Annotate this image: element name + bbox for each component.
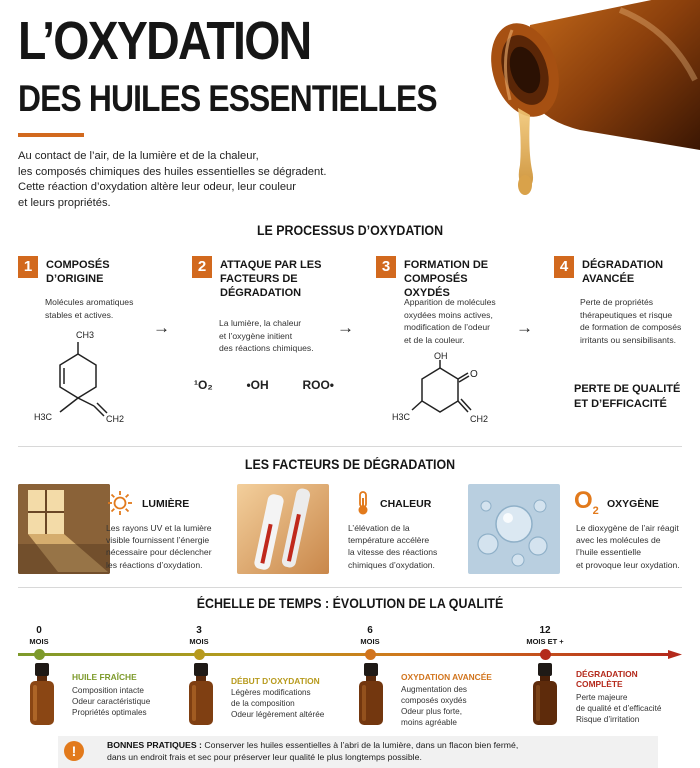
best-practices-label: BONNES PRATIQUES : xyxy=(107,740,202,750)
molecule-label: CH3 xyxy=(76,330,95,340)
thermometer-image xyxy=(237,484,329,574)
desc-line: oxydées moins actives, xyxy=(404,309,493,320)
window-light-image xyxy=(18,484,110,574)
desc-line: irritants ou sensibilisants. xyxy=(580,334,677,345)
intro-line: et leurs propriétés. xyxy=(18,196,111,209)
stage-desc-advanced xyxy=(401,684,467,728)
desc-line: l’huile essentielle xyxy=(576,547,641,558)
desc-line: thérapeutiques et risque xyxy=(580,309,673,320)
desc-line: de qualité et d’efficacité xyxy=(576,704,662,713)
month-value: 6 xyxy=(367,625,373,636)
quality-loss-line: PERTE DE QUALITÉ xyxy=(574,383,681,395)
stage-title-early: DÉBUT D’OXYDATION xyxy=(231,676,320,686)
bottle-icon xyxy=(357,663,385,725)
o2-letter: O xyxy=(574,487,593,514)
best-practices-line: Conserver les huiles essentielles à l’abri de la lumière, dans un flacon bien fermé, xyxy=(201,740,519,750)
step-description xyxy=(404,296,496,346)
intro-line: Au contact de l’air, de la lumière et de la chaleur, xyxy=(18,150,259,162)
step-title: COMPOSÉS D’ORIGINE xyxy=(46,259,110,285)
title-underline xyxy=(18,133,84,137)
stage-desc-early xyxy=(231,687,324,720)
desc-line: et de la couleur. xyxy=(404,334,465,345)
desc-line: Odeur plus forte, xyxy=(401,707,462,716)
desc-line: L’élévation de la xyxy=(348,523,410,533)
intro-text xyxy=(18,149,438,211)
page-subtitle: DES HUILES ESSENTIELLES xyxy=(18,78,437,119)
bottle-icon xyxy=(187,663,215,725)
desc-line: Apparition de molécules xyxy=(404,297,496,307)
step-title: FORMATION DE COMPOSÉS OXYDÉS xyxy=(404,259,489,299)
quality-loss-line: ET D’EFFICACITÉ xyxy=(574,398,667,410)
step-description xyxy=(580,296,681,346)
step-number: 4 xyxy=(554,256,574,278)
month-value: 0 xyxy=(36,625,42,636)
molecule-label: CH2 xyxy=(106,414,125,424)
desc-line: Légères modifications xyxy=(231,688,311,697)
desc-line: Propriétés optimales xyxy=(72,708,147,717)
factor-desc-oxygen xyxy=(576,522,700,571)
section-divider xyxy=(18,446,682,447)
reactive-species xyxy=(194,378,334,392)
molecule-original-icon xyxy=(30,326,140,426)
timeline-dot xyxy=(194,649,205,660)
section-divider xyxy=(18,587,682,588)
o2-subscript: 2 xyxy=(592,504,599,517)
step-title: DÉGRADATION AVANCÉE xyxy=(582,259,664,285)
desc-line: Les rayons UV et la lumière xyxy=(106,523,212,533)
desc-line: Risque d’irritation xyxy=(576,715,640,724)
timeline-dot xyxy=(540,649,551,660)
desc-line: de la composition xyxy=(231,699,295,708)
desc-line: la vitesse des réactions xyxy=(348,547,438,558)
arrow-right-icon: → xyxy=(337,318,354,337)
month-unit: MOIS ET + xyxy=(526,637,564,646)
desc-line: Composition intacte xyxy=(72,686,144,695)
timeline-label-12 xyxy=(515,625,575,647)
desc-line: Molécules aromatiques xyxy=(45,297,134,307)
timeline-title: ÉCHELLE DE TEMPS : ÉVOLUTION DE LA QUALITÉ xyxy=(196,596,504,611)
month-unit: MOIS xyxy=(360,637,380,646)
sun-icon xyxy=(106,489,134,517)
desc-line: Perte majeure xyxy=(576,693,628,702)
peroxyl-radical: ROO• xyxy=(302,378,334,392)
timeline-label-0 xyxy=(9,625,69,647)
desc-line: moins agréable xyxy=(401,718,457,727)
stage-title-complete: DÉGRADATION COMPLÈTE xyxy=(576,669,638,689)
factor-title-heat: CHALEUR xyxy=(380,498,432,510)
o2-icon xyxy=(574,487,602,515)
bottle-icon xyxy=(28,663,56,725)
step-number: 3 xyxy=(376,256,396,278)
intro-line: les composés chimiques des huiles essentielles se dégradent. xyxy=(18,165,327,178)
month-value: 3 xyxy=(196,625,202,636)
timeline-axis xyxy=(18,650,682,666)
best-practices-line: dans un endroit frais et sec pour préserver leur qualité le plus longtemps possible. xyxy=(107,752,422,762)
stage-title-advanced: OXYDATION AVANCÉE xyxy=(401,672,492,682)
desc-line: nécessaire pour déclencher xyxy=(106,547,212,558)
stage-title-fresh: HUILE FRAÎCHE xyxy=(72,672,137,682)
desc-line: Perte de propriétés xyxy=(580,297,654,307)
desc-line: avec les molécules de xyxy=(576,535,661,546)
page-title: L’OXYDATION xyxy=(18,11,311,71)
molecule-label: CH2 xyxy=(470,414,489,424)
desc-line: visible fournissent l’énergie xyxy=(106,535,210,546)
month-unit: MOIS xyxy=(189,637,209,646)
desc-line: Odeur caractéristique xyxy=(72,697,151,706)
timeline-label-3 xyxy=(169,625,229,647)
arrow-right-icon: → xyxy=(153,318,170,337)
best-practices-text xyxy=(107,739,667,763)
desc-line: de formation de composés xyxy=(580,322,682,332)
stage-desc-fresh xyxy=(72,685,150,718)
intro-line: Cette réaction d’oxydation altère leur odeur, leur couleur xyxy=(18,181,296,193)
month-unit: MOIS xyxy=(29,637,49,646)
desc-line: stables et actives. xyxy=(45,309,114,320)
desc-line: Augmentation des xyxy=(401,685,467,694)
factor-title-oxygen: OXYGÈNE xyxy=(607,498,659,510)
thermometer-icon xyxy=(349,489,377,517)
timeline-label-6 xyxy=(340,625,400,647)
factor-desc-light xyxy=(106,522,234,571)
bottle-icon xyxy=(531,663,559,725)
step-title: ATTAQUE PAR LES FACTEURS DE DÉGRADATION xyxy=(220,259,322,299)
desc-line: et l’oxygène initient xyxy=(219,330,293,341)
factors-title: LES FACTEURS DE DÉGRADATION xyxy=(244,457,456,472)
step-description xyxy=(45,296,133,321)
step-number: 2 xyxy=(192,256,212,278)
desc-line: et provoque leur oxydation. xyxy=(576,559,680,570)
molecule-label: H3C xyxy=(34,412,53,422)
desc-line: Le dioxygène de l’air réagit xyxy=(576,523,679,533)
molecule-label: O xyxy=(470,369,478,380)
dropper-bottle-image xyxy=(470,0,700,205)
oxygen-bubbles-image xyxy=(468,484,560,574)
molecule-oxidized-icon xyxy=(390,350,500,432)
factor-desc-heat xyxy=(348,522,476,571)
desc-line: Odeur légèrement altérée xyxy=(231,710,325,719)
hydroxyl-radical: •OH xyxy=(246,378,269,392)
warning-icon: ! xyxy=(64,741,84,761)
molecule-label: OH xyxy=(434,351,448,361)
arrow-right-icon: → xyxy=(516,318,533,337)
desc-line: modification de l’odeur xyxy=(404,322,490,332)
process-title: LE PROCESSUS D’OXYDATION xyxy=(256,223,444,238)
desc-line: température accélère xyxy=(348,535,430,546)
timeline-dot xyxy=(34,649,45,660)
quality-loss-note xyxy=(574,382,694,412)
month-value: 12 xyxy=(539,625,551,636)
timeline-dot xyxy=(365,649,376,660)
desc-line: les réactions d’oxydation. xyxy=(106,559,203,570)
stage-desc-complete xyxy=(576,692,661,725)
desc-line: des réactions chimiques. xyxy=(219,343,314,353)
molecule-label: H3C xyxy=(392,412,411,422)
singlet-oxygen: ¹O₂ xyxy=(194,378,213,392)
factor-title-light: LUMIÈRE xyxy=(142,498,190,510)
step-description xyxy=(219,317,314,355)
desc-line: composés oxydés xyxy=(401,696,467,705)
desc-line: chimiques d’oxydation. xyxy=(348,559,435,570)
step-number: 1 xyxy=(18,256,38,278)
desc-line: La lumière, la chaleur xyxy=(219,318,302,328)
